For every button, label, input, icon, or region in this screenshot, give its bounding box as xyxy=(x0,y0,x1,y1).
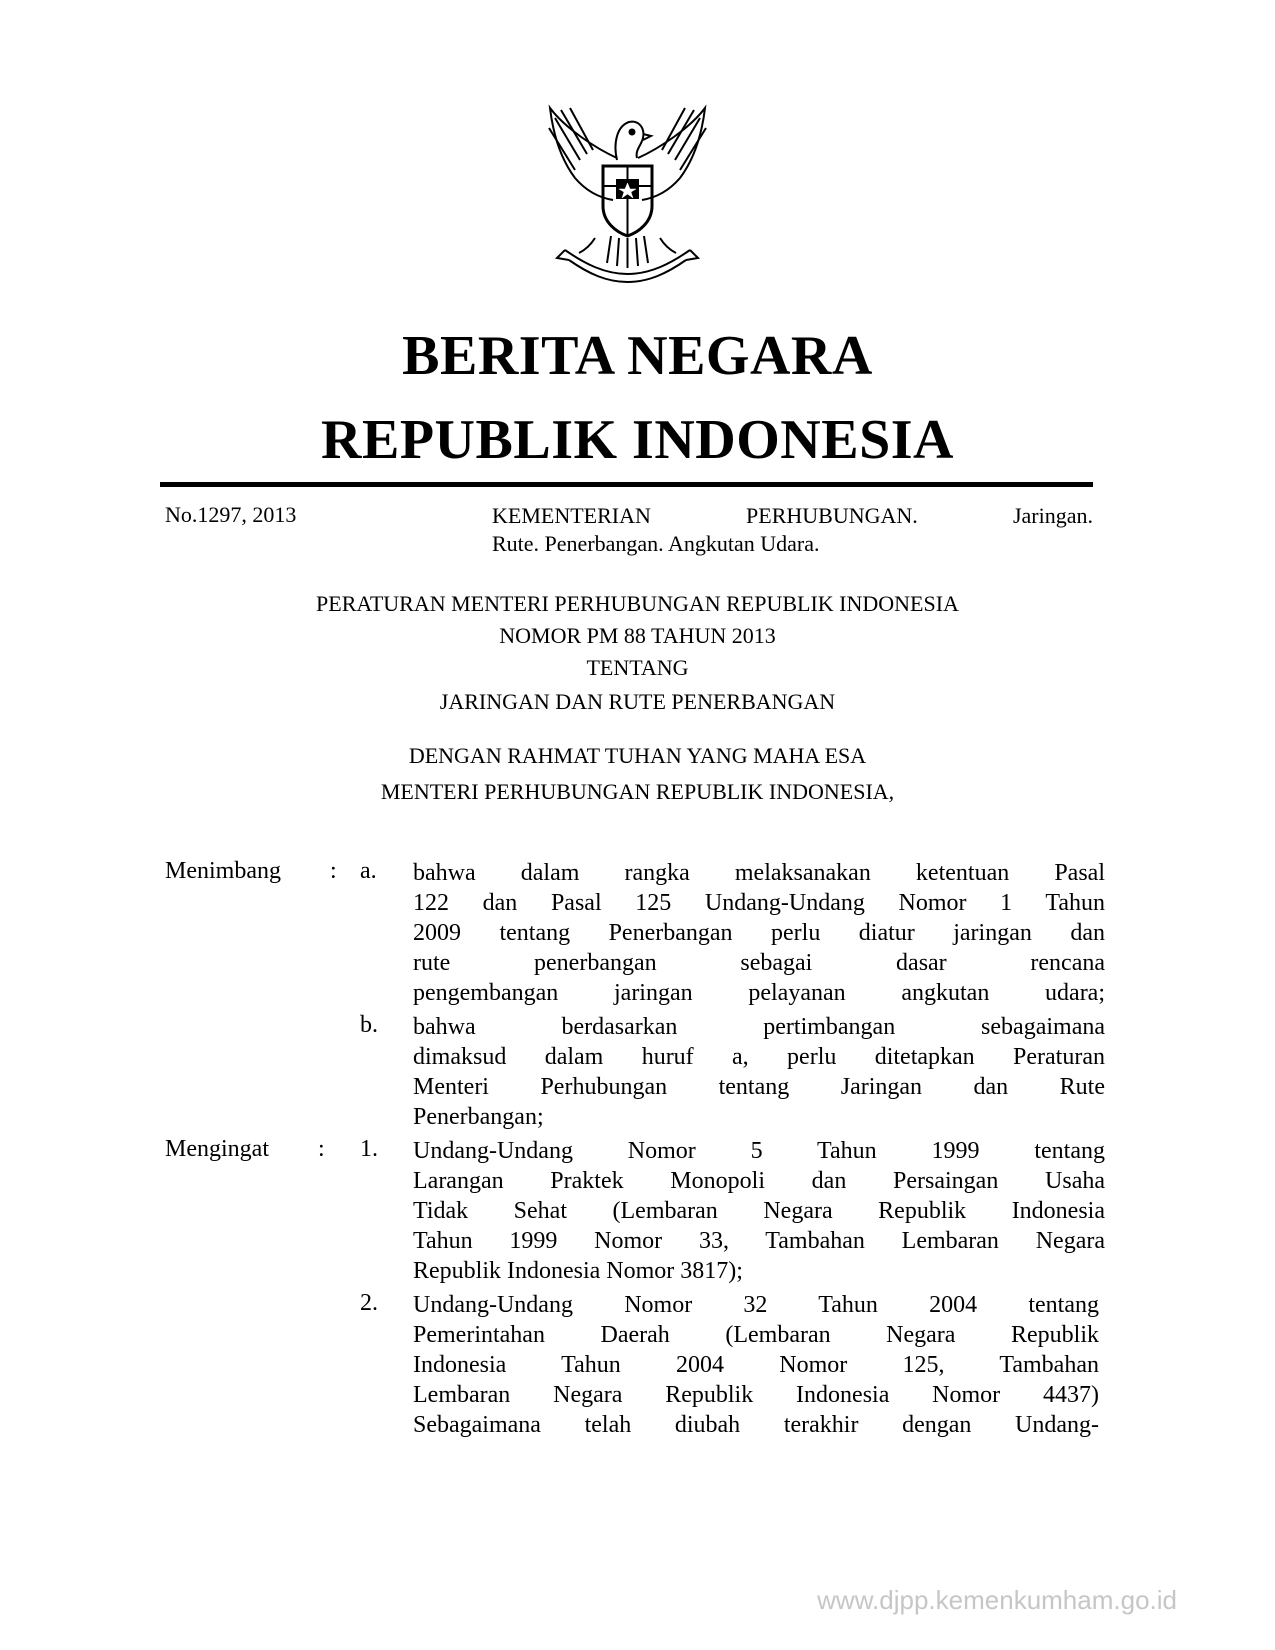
regulation-subject: JARINGAN DAN RUTE PENERBANGAN xyxy=(439,689,836,714)
text-line: Undang-Undang Nomor 5 Tahun 1999 tentang xyxy=(413,1138,1105,1164)
text-line: Tidak Sehat (Lembaran Negara Republik Indonesia xyxy=(413,1198,1105,1224)
menimbang-colon: : xyxy=(330,858,337,884)
preamble-line-2: MENTERI PERHUBUNGAN REPUBLIK INDONESIA, xyxy=(380,779,895,804)
text-line: pengembangan jaringan pelayanan angkutan udara; xyxy=(413,980,1105,1006)
text-line: bahwa dalam rangka melaksanakan ketentuan Pasal xyxy=(413,860,1105,886)
document-number: No.1297, 2013 xyxy=(165,502,297,527)
website-watermark: www.djpp.kemenkumham.go.id xyxy=(817,1585,1177,1615)
mengingat-item-1 xyxy=(413,1136,1105,1286)
text-line: rute penerbangan sebagai dasar rencana xyxy=(413,950,1105,976)
menimbang-item-a xyxy=(413,858,1105,1008)
text-line: Undang-Undang Nomor 32 Tahun 2004 tentang xyxy=(413,1292,1099,1318)
text-line: Indonesia Tahun 2004 Nomor 125, Tambahan xyxy=(413,1352,1099,1378)
text-line: Tahun 1999 Nomor 33, Tambahan Lembaran Negara xyxy=(413,1228,1105,1254)
masthead-line-2: REPUBLIK INDONESIA xyxy=(321,409,954,471)
menimbang-item-b xyxy=(413,1012,1105,1132)
preamble-line-1: DENGAN RAHMAT TUHAN YANG MAHA ESA xyxy=(408,743,867,768)
text-line: Republik Indonesia Nomor 3817); xyxy=(413,1258,743,1284)
masthead-line-1: BERITA NEGARA xyxy=(402,325,873,387)
text-line: Menteri Perhubungan tentang Jaringan dan Rute xyxy=(413,1074,1105,1100)
text-line: Penerbangan; xyxy=(413,1104,544,1130)
document-topic-line-2: Rute. Penerbangan. Angkutan Udara. xyxy=(492,531,820,556)
text-line: dimaksud dalam huruf a, perlu ditetapkan Peraturan xyxy=(413,1044,1105,1070)
regulation-title: PERATURAN MENTERI PERHUBUNGAN REPUBLIK INDONESIA xyxy=(316,591,959,616)
garuda-emblem-icon xyxy=(535,88,720,288)
masthead-rule xyxy=(160,482,1093,487)
mengingat-colon: : xyxy=(318,1136,325,1162)
text-line: 122 dan Pasal 125 Undang-Undang Nomor 1 Tahun xyxy=(413,890,1105,916)
text-line: Larangan Praktek Monopoli dan Persaingan Usaha xyxy=(413,1168,1105,1194)
mengingat-item-2 xyxy=(413,1290,1099,1440)
regulation-tentang: TENTANG xyxy=(586,655,689,680)
menimbang-marker-a: a. xyxy=(360,858,377,884)
mengingat-label: Mengingat xyxy=(165,1136,269,1162)
mengingat-marker-1: 1. xyxy=(360,1136,378,1162)
regulation-number: NOMOR PM 88 TAHUN 2013 xyxy=(499,623,776,648)
text-line: Sebagaimana telah diubah terakhir dengan Undang- xyxy=(413,1412,1099,1438)
menimbang-marker-b: b. xyxy=(360,1012,378,1038)
text-line: bahwa berdasarkan pertimbangan sebagaimana xyxy=(413,1014,1105,1040)
document-topic-line-1: KEMENTERIAN PERHUBUNGAN. Jaringan. xyxy=(492,503,1093,528)
text-line: Lembaran Negara Republik Indonesia Nomor 4437) xyxy=(413,1382,1099,1408)
text-line: 2009 tentang Penerbangan perlu diatur jaringan dan xyxy=(413,920,1105,946)
text-line: Pemerintahan Daerah (Lembaran Negara Republik xyxy=(413,1322,1099,1348)
mengingat-marker-2: 2. xyxy=(360,1290,378,1316)
garuda-emblem xyxy=(535,88,720,288)
menimbang-label: Menimbang xyxy=(165,858,281,884)
